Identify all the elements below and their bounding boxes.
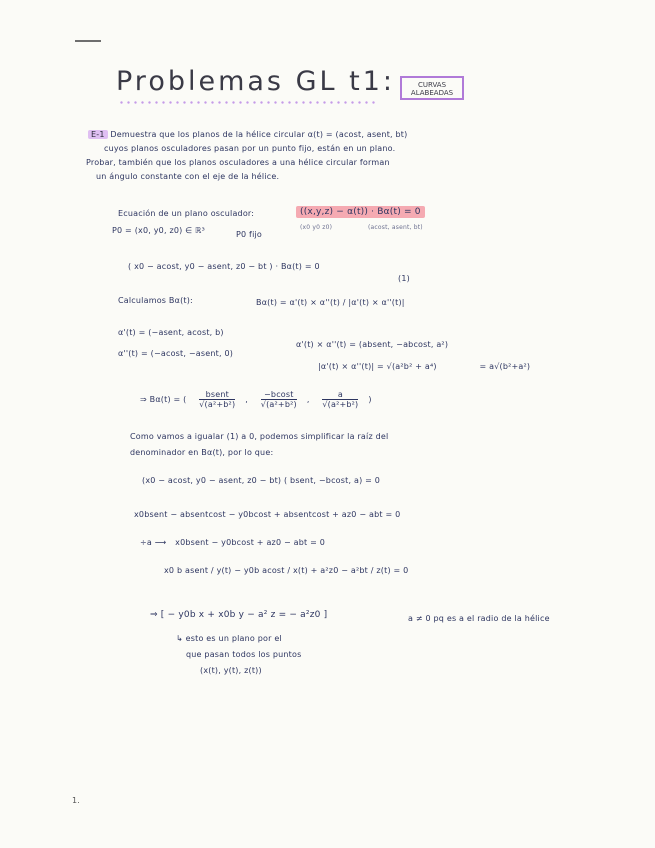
eq2: (x0 − acost, y0 − asent, z0 − bt) ( bsent, −bcost, a) = 0 [142, 476, 381, 485]
statement-line-4: un ángulo constante con el eje de la hélice. [96, 172, 280, 181]
p0-def: P0 = (x0, y0, z0) ∈ ℝ³ [112, 226, 206, 235]
eq-plane: ((x,y,z) − α(t)) · Bα(t) = 0 [296, 207, 425, 217]
eq-label: Ecuación de un plano osculador: [118, 209, 255, 218]
bin-component-2: $\frac{-bcost}{\text{√(a²+b²)}}$ [260, 390, 297, 409]
eq-plane-sub1: (x0 y0 z0) [300, 224, 333, 231]
eq-plane-sub2: (acost, asent, bt) [368, 224, 423, 231]
eq6: ⇒ [ − y0b x + x0b y − a² z = − a²z0 ] [150, 610, 328, 620]
eq1: ( x0 − acost, y0 − asent, z0 − bt ) · Bα(t) = 0 [128, 262, 320, 271]
page-number: 1. [72, 796, 80, 805]
note-right: a ≠ 0 pq es a el radio de la hélice [408, 614, 550, 623]
eq1-tag: (1) [398, 274, 410, 283]
page-title: Problemas GL t1: [116, 66, 395, 97]
conclusion-1: ↳ esto es un plano por el [176, 634, 282, 643]
text-line-b: denominador en Bα(t), por lo que: [130, 448, 274, 457]
calc-label: Calculamos Bα(t): [118, 296, 193, 305]
title-underline-dots [118, 101, 376, 104]
bin-component-1: bsent √(a²+b²) [199, 390, 236, 409]
eq3: x0bsent − absentcost − y0bcost + absentcost + az0 − abt = 0 [134, 510, 401, 519]
exercise-label: E-1 [88, 130, 108, 139]
conclusion-3: (x(t), y(t), z(t)) [200, 666, 262, 675]
binormal-def: Bα(t) = α'(t) × α''(t) / |α'(t) × α''(t)| [256, 298, 405, 307]
text-line-a: Como vamos a igualar (1) a 0, podemos simplificar la raíz del [130, 432, 389, 441]
statement-line-1: E-1 Demuestra que los planos de la hélice circular α(t) = (acost, asent, bt) [88, 130, 407, 139]
alpha-prime: α'(t) = (−asent, acost, b) [118, 328, 224, 337]
alpha-second: α''(t) = (−acost, −asent, 0) [118, 349, 234, 358]
binormal-result: ⇒ Bα(t) = ( bsent √(a²+b²), $\frac{-bcost}{\text{√(a²+b²)}}$ , $\frac{a}{\text{√(a²+b²)}}$ ) [140, 390, 372, 409]
eq4: ÷a ⟶ x0bsent − y0bcost + az0 − abt = 0 [140, 538, 326, 547]
top-rule [75, 40, 101, 42]
statement-line-3: Probar, también que los planos osculadores a una hélice circular forman [86, 158, 390, 167]
eq5: x0 b asent / y(t) − y0b acost / x(t) + a²z0 − a²bt / z(t) = 0 [164, 566, 409, 575]
bin-component-3: $\frac{a}{\text{√(a²+b²)}}$ [322, 390, 359, 409]
p0-fixed: P0 fijo [236, 230, 263, 239]
statement-line-2: cuyos planos osculadores pasan por un punto fijo, están en un plano. [104, 144, 396, 153]
cross-product: α'(t) × α''(t) = (absent, −abcost, a²) [296, 340, 449, 349]
cross-norm: |α'(t) × α''(t)| = √(a²b² + a⁴) = a√(b²+a²) [318, 362, 531, 371]
topic-box: CURVAS ALABEADAS [400, 76, 464, 100]
conclusion-2: que pasan todos los puntos [186, 650, 302, 659]
